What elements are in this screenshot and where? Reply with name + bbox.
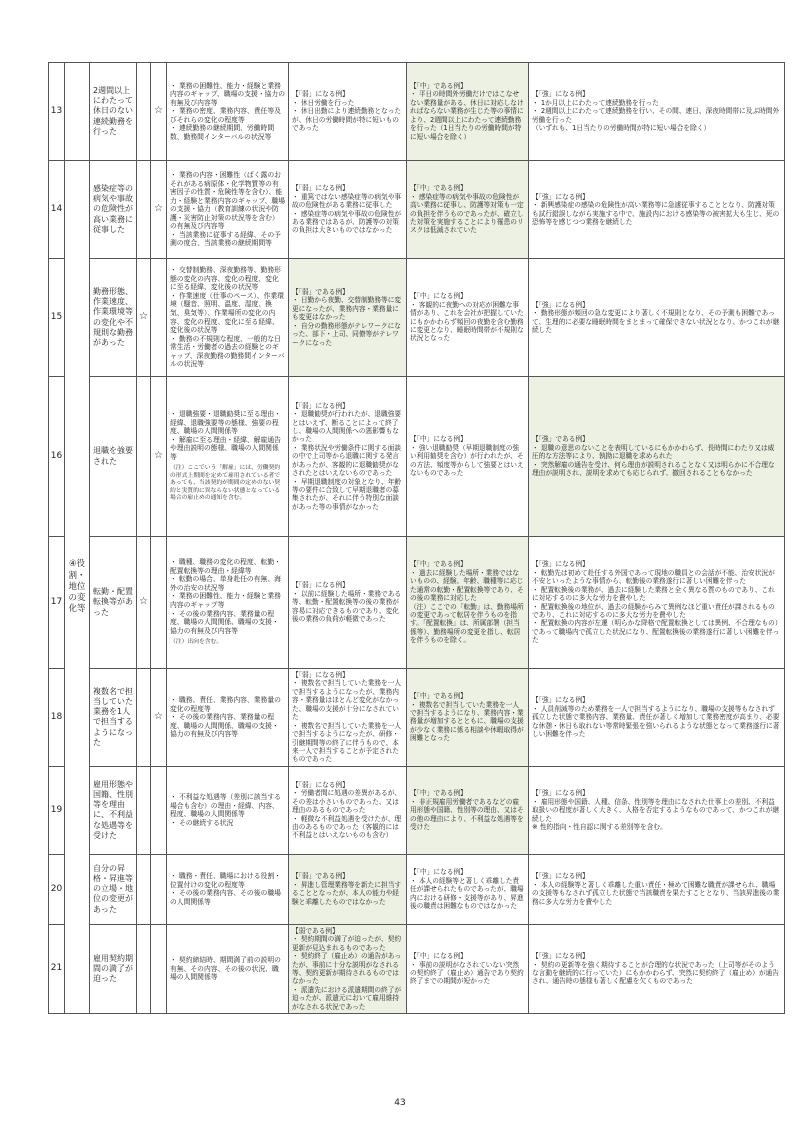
medium-example-line: 【「中」になる例】 bbox=[410, 435, 467, 444]
medium-example-line: 【「中」になる例】 bbox=[410, 868, 467, 877]
page-number: 43 bbox=[394, 1098, 406, 1108]
point-line: ・ 交替制勤務、深夜勤務等、勤務形態の変化の内容、変化の程度、変化に至る経緯、変化後の状況等 bbox=[170, 266, 281, 292]
strong-example-line: 【「強」になる例】 bbox=[532, 90, 589, 99]
strong-example-line: 【「強」になる例】 bbox=[532, 192, 589, 201]
table-row bbox=[49, 766, 785, 854]
strong-example bbox=[529, 161, 785, 259]
stress-evaluation-table bbox=[48, 62, 785, 1014]
table-row bbox=[49, 161, 785, 259]
point-line: ・ 連続勤務の継続期間、労働時間数、勤務間インターバルの状況等 bbox=[170, 124, 275, 141]
medium-example-line: ・ 感染症等の病気や事故の危険性が高い業務に従事し、防護等対策も一定の負担を伴うものであったが、確立した対策を実施することにより罹患のリスクは低減されていた bbox=[410, 192, 524, 235]
weak-example-line: 【「弱」になる例】 bbox=[292, 401, 349, 410]
strong-example-line: ・ 配置転換の内容が左遷（明らかな降格で配置転換としては異例、不合理なもの）であって職場内で孤立した状況になり、配置転換後の業務遂行に著しい困難を伴った bbox=[532, 619, 780, 645]
mark-column-2: ☆ bbox=[151, 161, 167, 259]
event-name: 感染症等の病気や事故の危険性が高い業務に従事した bbox=[90, 161, 137, 259]
weak-example-line: ・ 休日労働を行った bbox=[292, 98, 355, 107]
medium-example-line: ・ 本人の経験等と著しく乖離した責任が課せられたものであったが、職場内における研修・支援等があり、昇進後の職責は困難なものではなかった bbox=[410, 876, 524, 910]
point-line: ・ 業務の困難性、能力・経験と業務内容のギャップ等 bbox=[170, 592, 281, 610]
point-line: ・ 作業速度（仕事のペース）、作業環境（騒音、照明、温度、湿度、換気、臭気等）、作業場所の変化の内容、変化の程度、変化に至る経緯、変化後の状況等 bbox=[170, 291, 284, 335]
medium-example-line: ・ 過去に経験した場所・業務ではないものの、経験、年齢、職種等に応じた通常の転勤・配置転換等であり、その後の業務に対応した bbox=[410, 568, 524, 603]
point-line: ・ 不利益な処遇等（差別に該当する場合も含む）の理由・経緯、内容、程度、職場の人間関係等 bbox=[170, 793, 281, 819]
evaluation-points bbox=[167, 63, 289, 161]
strong-example-line: ・ 本人の経験等と著しく乖離した重い責任・極めて困難な職責が課せられ、職場の支援等もなされず孤立した状態で当該職責を果たすこととなり、当該昇進後の業務に多大な労力を費やした bbox=[532, 880, 780, 906]
event-name: 雇用形態や国籍、性別等を理由に、不利益な処遇等を受けた bbox=[90, 766, 137, 854]
mark-column-1 bbox=[137, 924, 151, 1013]
category-group-cell bbox=[65, 161, 90, 1014]
medium-example bbox=[407, 766, 529, 854]
point-line: ・ 解雇に至る理由・経緯、解雇通告や理由説明の態様、職場の人間関係等 bbox=[170, 435, 281, 461]
table-row bbox=[49, 669, 785, 767]
table-body bbox=[49, 63, 785, 1014]
strong-example bbox=[529, 924, 785, 1013]
strong-example-line: ・ 転勤先は初めて赴任する外国であって現地の職員との会話が不能、治安状況が不安といったような事情から、転勤後の業務遂行に著しい困難を伴った bbox=[532, 568, 775, 586]
weak-example-line: ・ 複数名で担当していた業務を一人で担当するようになったが、業務内容・業務量はほとんど変化がなかった、職場の支援が十分になされていた bbox=[292, 679, 402, 722]
weak-example-line: ・ 早期退職制度の対象となり、年齢等の要件に合致して早期退職者の募集されたが、それに伴う特別な面談があった等の事情がなかった bbox=[292, 477, 402, 511]
strong-example bbox=[529, 259, 785, 377]
medium-example-line: 【「中」である例】 bbox=[410, 81, 467, 90]
mark-column-1: ☆ bbox=[137, 537, 151, 669]
strong-example-line: ※ 性的指向・性自認に関する差別等を含む。 bbox=[532, 822, 667, 831]
table-row bbox=[49, 377, 785, 537]
strong-example-line: 【「強」になる例】 bbox=[532, 952, 589, 961]
weak-example-line: 【「弱」である例】 bbox=[292, 872, 349, 881]
mark-column-2: ☆ bbox=[151, 669, 167, 767]
strong-example-line: ・ 2週間以上にわたって連続勤務を行い、その間、連日、深夜時間帯に及ぶ時間外労働を行った bbox=[532, 107, 780, 124]
mark-column-2 bbox=[151, 259, 167, 377]
mark-column-2: ☆ bbox=[151, 377, 167, 537]
weak-example-line: ・ 以前に経験した場所・業務である等、転勤・配置転換等の後の業務が容易に対応できるものであり、変化後の業務の負荷が軽微であった bbox=[292, 589, 402, 624]
event-name: 退職を強要された bbox=[90, 377, 137, 537]
event-name: 勤務形態、作業速度、作業環境等の変化や不規則な勤務があった bbox=[90, 259, 137, 377]
strong-example bbox=[529, 669, 785, 767]
weak-example-line: ・ 退職勧奨が行われたが、退職強要とはいえず、断ることによって終了し、職場の人間関係への悪影響もなかった bbox=[292, 410, 402, 444]
strong-example-line: ・ 新興感染症の感染の危険性が高い業務等に急遽従事することとなり、防護対策も試行錯誤しながら実施する中で、施設内における感染等の被害拡大も生じ、死の恐怖等を感じつつ業務を継続した bbox=[532, 201, 780, 226]
evaluation-points bbox=[167, 259, 289, 377]
event-name: 複数名で担当していた業務を1人で担当するようになった bbox=[90, 669, 137, 767]
medium-example-line: 【「中」になる例】 bbox=[410, 292, 467, 301]
weak-example-line: 【「弱」になる例】 bbox=[292, 780, 349, 789]
weak-example-line: ・ 休日出勤により連続勤務となったが、休日の労働時間が特に短いものであった bbox=[292, 107, 402, 133]
evaluation-points bbox=[167, 669, 289, 767]
medium-example bbox=[407, 537, 529, 669]
table-row bbox=[49, 259, 785, 377]
evaluation-points bbox=[167, 924, 289, 1013]
weak-example-line: ・ 契約期間の満了が迫ったが、契約更新が見込まれるものであった bbox=[292, 935, 402, 952]
weak-example-line: 【「弱」になる例】 bbox=[292, 90, 349, 99]
medium-example-line: ・ 複数名で担当していた業務を一人で担当するようになり、業務内容・業務量が増加するとともに、職場の支援が少なく業務に係る相談や休暇取得が困難となった bbox=[410, 700, 524, 743]
strong-example bbox=[529, 537, 785, 669]
point-line: ・ その後の業務内容、業務量の程度、職場の人間関係、職場の支援・協力の有無及び内容等 bbox=[170, 713, 279, 739]
strong-example-line: ・ 契約の更新等を強く期待することが合理的な状況であった（上司等がそのような言動を継続的に行っていた）にもかかわらず、突然に契約終了（雇止め）が通告され、通告時の態様も著しく配慮を欠くものであった bbox=[532, 960, 779, 986]
strong-example-line: （いずれも、1日当たりの労働時間が特に短い場合を除く） bbox=[532, 124, 711, 133]
weak-example-line: ・ 感染症等の病気や事故の危険性がある業務ではあるが、防護等の対策の負担は大きいものではなかった bbox=[292, 209, 402, 235]
mark-column-2 bbox=[151, 766, 167, 854]
row-number: 17 bbox=[49, 537, 65, 669]
medium-example-line: ・ 事前の説明がなされていない突然の契約終了（雇止め）通告であり契約終了までの期間が短かった bbox=[410, 960, 524, 986]
strong-example-line: 【「強」になる例】 bbox=[532, 789, 589, 798]
mark-column-1 bbox=[137, 669, 151, 767]
mark-column-1: ☆ bbox=[137, 259, 151, 377]
mark-column-1 bbox=[137, 377, 151, 537]
row-number: 15 bbox=[49, 259, 65, 377]
point-line: ・ 業務の密度、業務内容、責任等及びそれらの変化の程度等 bbox=[170, 107, 281, 124]
evaluation-points bbox=[167, 377, 289, 537]
weak-example-line: 【「弱」である例】 bbox=[292, 287, 349, 296]
weak-example bbox=[289, 161, 407, 259]
table-row bbox=[49, 537, 785, 669]
weak-example-line: ・ 自分の勤務形態がテレワークになった、部下・上司、同僚等がテレワークになった bbox=[292, 321, 401, 347]
point-line: ・ その後の業務内容、業務量の程度、職場の人間関係、職場の支援・協力の有無及び内容等 bbox=[170, 609, 279, 635]
event-name: 2週間以上にわたって休日のない連続勤務を行った bbox=[90, 63, 137, 161]
evaluation-points bbox=[167, 766, 289, 854]
medium-example-line: ・ 平日の時間外労働だけではこなせない業務量がある、休日に対応しなければならない業務が生じた等の事情により、2週間以上にわたって連続勤務を行った（1日当たりの労働時間が特に短い場合を除く） bbox=[410, 90, 524, 141]
medium-example bbox=[407, 669, 529, 767]
mark-column-1 bbox=[137, 63, 151, 161]
point-line: ・ その後の業務内容、その後の職場の人間関係等 bbox=[170, 889, 281, 906]
mark-column-2 bbox=[151, 537, 167, 669]
weak-example-line: 【弱である例】 bbox=[292, 926, 339, 935]
strong-example-line: ・ 退職の意思のないことを表明しているにもかかわらず、長時間にわたり又は威圧的な方法等により、執拗に退職を求められた bbox=[532, 443, 775, 461]
row-number: 13 bbox=[49, 63, 65, 161]
weak-example-line: ・ 日勤から夜勤、交替制勤務等に変更になったが、業務内容・業務量にも変更はなかった bbox=[292, 296, 402, 322]
medium-example-line: （注）ここでの「転勤」は、勤務場所の変更であって転居を伴うものを指す。「配置転換」は、所属部署（担当係等）、勤務場所の変更を指し、転居を伴うものを除く。 bbox=[410, 602, 524, 645]
point-line: ・ 職務・責任、職場における役割・位置付けの変化の程度等 bbox=[170, 872, 281, 889]
strong-example-line: 【「強」になる例】 bbox=[532, 300, 589, 309]
strong-example bbox=[529, 63, 785, 161]
strong-example-line: ・ 配置転換後の業務が、過去に経験した業務と全く異なる質のものであり、これに対応するのに多大な労力を費やした bbox=[532, 585, 775, 603]
strong-example-line: 【「強」になる例】 bbox=[532, 872, 589, 881]
mark-column-1 bbox=[137, 766, 151, 854]
weak-example bbox=[289, 63, 407, 161]
weak-example bbox=[289, 377, 407, 537]
medium-example-line: 【「中」である例】 bbox=[410, 184, 467, 193]
weak-example-line: 【「弱」になる例】 bbox=[292, 184, 349, 193]
weak-example-line: ・ 労働者間に処遇の差異があるが、その差は小さいものであった、又は理由のあるものであった bbox=[292, 789, 402, 815]
evaluation-points bbox=[167, 537, 289, 669]
strong-example bbox=[529, 377, 785, 537]
row-number: 16 bbox=[49, 377, 65, 537]
medium-example-line: ・ 非正規雇用労働者であるなどの雇用形態や国籍、性別等の理由、又はその他の理由により、不利益な処遇等を受けた bbox=[410, 797, 524, 831]
strong-example bbox=[529, 854, 785, 924]
table-row bbox=[49, 854, 785, 924]
strong-example bbox=[529, 766, 785, 854]
mark-column-2 bbox=[151, 924, 167, 1013]
mark-column-1 bbox=[137, 161, 151, 259]
event-name: 自分の昇格・昇進等の立場・地位の変更があった bbox=[90, 854, 137, 924]
point-line: ・ 勤務の不規則な程度、一般的な日常生活・労働者の過去の経験とのギャップ、深夜勤務の勤務間インターバルの状況等 bbox=[170, 334, 285, 369]
weak-example-line: ・ 派遣先における派遣期間の終了が迫ったが、派遣元において雇用維持がなされる状況であった bbox=[292, 985, 402, 1011]
table-row bbox=[49, 924, 785, 1013]
medium-example-line: ・ 強い退職勧奨（早期退職制度の強い利用勧奨を含む）が行われたが、その方法、頻度等からして強要とはいえないものであった bbox=[410, 443, 524, 478]
weak-example-line: ・ 業務状況や労働条件に関する面談の中で上司等から退職に関する発言があったが、客観的に退職勧奨がなされたとはいえないものであった bbox=[292, 443, 402, 478]
medium-example bbox=[407, 854, 529, 924]
medium-example bbox=[407, 161, 529, 259]
point-line: ・ 退職強要・退職勧奨に至る理由・経緯、退職強要等の態様、強要の程度、職場の人間関係等 bbox=[170, 409, 281, 436]
medium-example-line: 【「中」である例】 bbox=[410, 789, 467, 798]
mark-column-1 bbox=[137, 854, 151, 924]
weak-example bbox=[289, 766, 407, 854]
strong-example-line: ・ 勤務形態が頻回の急な変更により著しく不規則となり、その予測も困難であって、生理的に必要な睡眠時間をまとまって確保できない状況となり、かつこれが継続した bbox=[532, 309, 780, 334]
weak-example-line: ・ 契約終了（雇止め）の通告があったが、事前に十分な説明がなされる等、契約更新が期待されるものではなかった bbox=[292, 952, 402, 986]
strong-example-line: ・ 突然解雇の通告を受け、何ら理由が説明されることなく又は明らかに不合理な理由が説明され、説明を求めても応じられず、撤回されることもなかった bbox=[532, 460, 775, 478]
medium-example-line: 【「中」になる例】 bbox=[410, 952, 467, 961]
strong-example-line: 【「強」である例】 bbox=[532, 435, 589, 444]
evaluation-points bbox=[167, 161, 289, 259]
medium-example-line: 【「中」である例】 bbox=[410, 692, 467, 701]
point-line: ・ 転勤の場合、単身赴任の有無、海外の治安の状況等 bbox=[170, 575, 281, 592]
point-line: ・ その継続する状況 bbox=[170, 818, 234, 827]
medium-example-line: ・ 客観的に夜勤への対応が困難な事情があり、これを会社が把握していたにもかかわらず頻回の夜勤を含む勤務に変更となり、睡眠時間帯が不規則な状況となった bbox=[410, 300, 524, 343]
point-line: ・ 契約締結時、期間満了前の説明の有無、その内容、その後の状況、職場の人間関係等 bbox=[170, 956, 281, 982]
weak-example-line: ・ 昇進し管理業務等を新たに担当することとなったが、本人の能力や経験と乖離したものではなかった bbox=[292, 880, 402, 906]
weak-example bbox=[289, 537, 407, 669]
medium-example bbox=[407, 63, 529, 161]
strong-example-line: 【「強」になる例】 bbox=[532, 560, 589, 569]
category-group-label: ④役割・地位の変化等 bbox=[68, 559, 86, 614]
weak-example-line: ・ 軽微な不利益処遇を受けたが、理由のあるものであった（客観的には不利益とはいえないものも含む） bbox=[292, 814, 402, 840]
weak-example bbox=[289, 854, 407, 924]
point-line: ・ 職務、責任、業務内容、業務量の変化の程度等 bbox=[170, 696, 281, 713]
footnote: （注）ここでいう「解雇」には、労働契約の形式上期間を定めて雇用されている者であっても、当該契約が期間の定めのない契約と実質的に異ならない状態となっている場合の雇止めの通知を含む。 bbox=[170, 465, 281, 502]
category-cell bbox=[65, 63, 90, 161]
event-name: 転勤・配置転換等があった bbox=[90, 537, 137, 669]
strong-example-line: 【「強」になる例】 bbox=[532, 696, 589, 705]
strong-example-line: ・ 配置転換後の地位が、過去の経験からみて異例なほど重い責任が課されるものであり、これに対応するのに多大な労力を費やした bbox=[532, 602, 775, 619]
point-line: ・ 当該業務に従事する経緯、その予測の度合、当該業務の継続期間等 bbox=[170, 230, 281, 248]
row-number: 21 bbox=[49, 924, 65, 1013]
strong-example-line: ・ 人員削減等のため業務を一人で担当するようになり、職場の支援等もなされず孤立した状態で業務内容、業務量、責任が著しく増加して業務密度が高まり、必要な休憩・休日も取れない等常時緊張を強いられるような状態となって業務遂行に著しい困難を伴った bbox=[532, 704, 780, 739]
weak-example-line: ・ 複数名で担当していた業務を一人で担当するようになったが、研修・引継期間等の終了に伴うもので、本来一人で担当することが予定されたものであった bbox=[292, 721, 402, 764]
medium-example-line: 【「中」である例】 bbox=[410, 560, 467, 569]
event-name: 雇用契約期間の満了が迫った bbox=[90, 924, 137, 1013]
strong-example-line: ・ 1か月以上にわたって連続勤務を行った bbox=[532, 98, 659, 107]
point-line: ・ 職種、職務の変化の程度、転勤・配置転換等の理由・経緯等 bbox=[170, 558, 281, 575]
weak-example-line: ・ 重篤ではない感染症等の病気や事故の危険性がある業務に従事した bbox=[292, 192, 402, 210]
weak-example bbox=[289, 259, 407, 377]
mark-column-2 bbox=[151, 854, 167, 924]
row-number: 18 bbox=[49, 669, 65, 767]
table-row bbox=[49, 63, 785, 161]
medium-example bbox=[407, 259, 529, 377]
footnote: （注）出向を含む。 bbox=[170, 639, 223, 646]
medium-example bbox=[407, 377, 529, 537]
weak-example bbox=[289, 669, 407, 767]
medium-example bbox=[407, 924, 529, 1013]
row-number: 19 bbox=[49, 766, 65, 854]
point-line: ・ 業務の内容・困難性（ばく露のおそれがある病原体・化学物質等の有害因子の性質・危険性等を含む）、能力・経験と業務内容のギャップ、職場の支援・協力（教育訓練の状況や防護・災害防止対策の状況等を含む）の有無及び内容等 bbox=[170, 170, 286, 231]
mark-column-2: ☆ bbox=[151, 63, 167, 161]
row-number: 20 bbox=[49, 854, 65, 924]
weak-example bbox=[289, 924, 407, 1013]
weak-example-line: 【「弱」になる例】 bbox=[292, 671, 349, 679]
weak-example-line: 【「弱」になる例】 bbox=[292, 581, 349, 590]
point-line: ・ 業務の困難性、能力・経験と業務内容のギャップ、職場の支援・協力の有無及び内容等 bbox=[170, 81, 286, 107]
strong-example-line: ・ 雇用形態や国籍、人種、信条、性別等を理由になされた仕事上の差別、不利益取扱いの程度が著しく大きく、人格を否定するようなものであって、かつこれが継続した bbox=[532, 797, 780, 823]
row-number: 14 bbox=[49, 161, 65, 259]
evaluation-points bbox=[167, 854, 289, 924]
